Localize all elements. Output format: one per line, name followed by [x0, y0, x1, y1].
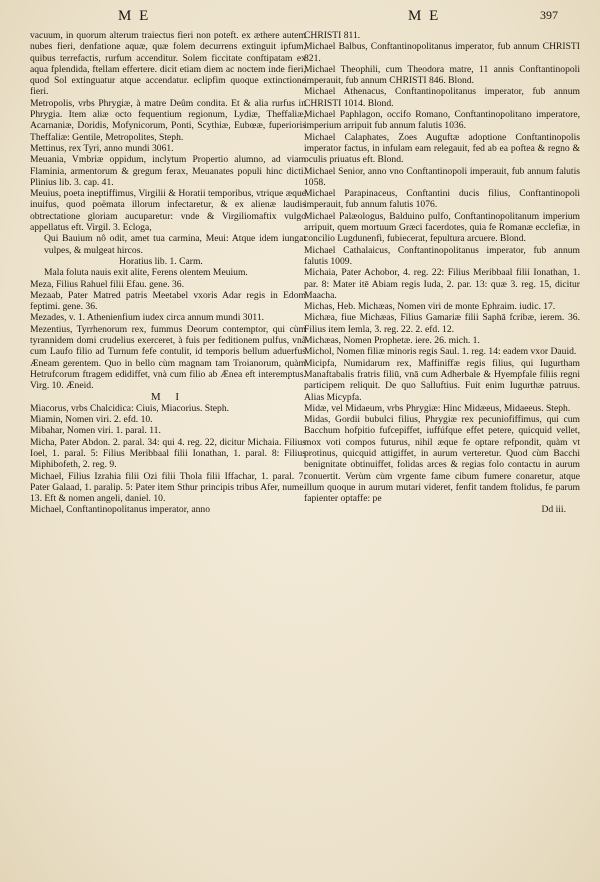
dictionary-entry: Michael Cathalaicus, Conftantinopolitanus imperator, fub annum falutis 1009.: [304, 244, 580, 267]
dictionary-entry: Micipfa, Numidarum rex, Maffiniffæ regis filius, qui Iugurtham Manaftabalis fratris filiū, vnā cum Adherbale & Hyempfale filiis regni participem reliquit. De quo Salluftius. Fuit enim Iugurthæ patruus. Alias Micypfa.: [304, 357, 580, 403]
header-left: M E: [118, 8, 151, 24]
dictionary-entry: Qui Bauium nô odit, amet tua carmina, Meui: Atque idem iungat vulpes, & mulgeat hircos.: [44, 233, 306, 256]
dictionary-entry: Mezaab, Pater Matred patris Meetabel vxoris Adar regis in Edom feptimi. gene. 36.: [30, 289, 306, 313]
dictionary-entry: vacuum, in quorum alterum traiectus fieri non poteft. ex æthere autem nubes fieri, denfatione aquæ, quæ folem decurrens extinguit ipfum, quibus terrefactis, rurfum accenditur. Solem ficcitate conftipatam ex aqua fplendida, ftellam effertere. dicit etiam diem ac noctem inde fieri, quod Sol extinguatur atque accendatur. eclipfim quoque extinctione fieri.: [30, 30, 306, 98]
dictionary-entry: Meuius, poeta ineptiffimus, Virgilii & Horatii temporibus, vtrique æque inuifus, quod poëmata illorum infectaretur, & ex alienæ laudis obtrectatione gloriam aucuparetur: vnde & Virgiliomaftix vulgo appellatus eft. Virgil. 3. Ecloga,: [30, 188, 306, 234]
dictionary-entry: CHRISTI 811.: [304, 30, 361, 41]
dictionary-entry: Midæ, vel Midaeum, vrbs Phrygiæ: Hinc Midæeus, Midaeeus. Steph.: [304, 402, 571, 414]
dictionary-entry: Michael Balbus, Conftantinopolitanus imperator, fub annum CHRISTI 821.: [304, 41, 580, 64]
dictionary-entry: Mibahar, Nomen viri. 1. paral. 11.: [30, 425, 161, 437]
dictionary-entry: Michaia, Pater Achobor, 4. reg. 22: Filius Meribbaal filii Ionathan, 1. par. 8: Mater itē Abiam regis Iuda, 2. par. 13: quæ 3. reg. 15, dicitur Maacha.: [304, 267, 580, 301]
dictionary-entry: Meuania, Vmbriæ oppidum, inclytum Propertio alumno, ad viam Flaminia, armentorum & gregum ferax, Meuanates populi hinc dicti. Plinius lib. 3. cap. 41.: [30, 154, 306, 188]
dictionary-entry: Horatius lib. 1. Carm.: [119, 255, 203, 267]
right-column: [304, 30, 580, 516]
dictionary-entry: Michael Senior, anno vno Conftantinopoli imperauit, fub annum falutis 1058.: [304, 165, 580, 188]
dictionary-entry: Mezentius, Tyrrhenorum rex, fummus Deorum contemptor, qui cùm tyrannidem domi crudelius exerceret, à fuis per feditionem pulfus, vnà cum Laufo filio ad Turnum fefe contulit, id temporis bellum aduerfus Æneam gerentem. Quo in bello cùm magnam tam Troianorum, quàm Hetrufcorum ftragem edidiffet, vnà cum filio ab Ænea eft interemptus. Virg. 10. Æneid.: [30, 323, 306, 392]
dictionary-entry: Michael Calaphates, Zoes Auguftæ adoptione Conftantinopolis imperator factus, in infulam eam relegauit, fed ab ea poftea & regno & oculis priuatus eft. Blond.: [304, 131, 580, 166]
dictionary-entry: Michael Palæologus, Balduino pulfo, Conftantinopolitanum imperium arripuit, quem mortuum Græci facerdotes, quia fe Romanæ ecclefiæ, in concilio Lugdunenfi, fubiecerat, fepultura arcuere. Blond.: [304, 210, 580, 245]
running-header: [0, 8, 600, 28]
page-number: 397: [540, 8, 558, 22]
dictionary-entry: Michol, Nomen filiæ minoris regis Saul. 1. reg. 14: eadem vxor Dauid.: [304, 346, 577, 358]
dictionary-entry: Midas, Gordii bubulci filius, Phrygiæ rex pecuniofiffimus, qui cum Bacchum hofpitio fufcepiffet, iuffúfque effet petere, quicquid vellet, mox voti compos futurus, nihil æque fe optare refpondit, quàm vt protinus, quicquid attigiffet, in aurum verteretur. Quod cùm Bacchi benignitate obtinuiffet, folidas arces & regias folo contactu in aurum conuertit. Verùm cùm vrgente fame cibum fumere conaretur, atque illum quoque in aurum mutari videret, fenfit tandem ftolidus, fe parum fapienter optaffe: pe: [304, 414, 580, 505]
dictionary-entry: Michael, Filius Izrahia filii Ozi filii Thola filii Iffachar, 1. paral. 7: Pater Galaad, 1. paralip. 5: Pater item Sthur principis tribus Afer, nume. 13. Eft & nomen angeli, daniel. 10.: [30, 470, 306, 505]
dictionary-entry: Metropolis, vrbs Phrygiæ, à matre Deûm condita. Et & alia rurfus in Phrygia. Item aliæ octo fequentium regionum, Lydiæ, Theffaliæ, Acarnaniæ, Doridis, Mofynicorum, Ponti, Scythiæ, Eubœæ, fuperioris Theffaliæ: Gentile, Metropolites, Steph.: [30, 97, 306, 143]
left-column: [30, 30, 306, 516]
dictionary-entry: Michael Theophili, cum Theodora matre, 11 annis Conftantinopoli imperauit, fub annum CHRISTI 846. Blond.: [304, 63, 580, 87]
dictionary-entry: Miamin, Nomen viri. 2. efd. 10.: [30, 414, 153, 426]
dictionary-entry: Michæa, fiue Michæas, Filius Gamariæ filii Saphā fcribæ, ierem. 36. Filius item Iemla, 3. reg. 22. 2. efd. 12.: [304, 312, 580, 335]
dictionary-entry: Miacorus, vrbs Chalcidica: Ciuis, Miacorius. Steph.: [30, 402, 230, 414]
dictionary-entry: Mettinus, rex Tyri, anno mundi 3061.: [30, 142, 174, 154]
dictionary-entry: Michas, Heb. Michæas, Nomen viri de monte Ephraim. iudic. 17.: [304, 301, 556, 313]
dictionary-entry: Michael Athenacus, Conftantinopolitanus imperator, fub annum CHRISTI 1014. Blond.: [304, 86, 580, 109]
signature-mark: Dd iii.: [541, 504, 566, 516]
dictionary-entry: Mezades, v. 1. Athenienfium iudex circa annum mundi 3011.: [30, 312, 265, 324]
header-center: M E: [408, 8, 441, 24]
dictionary-entry: Michael Parapinaceus, Conftantini ducis filius, Conftantinopoli imperauit, fub annum falutis 1076.: [304, 188, 580, 211]
dictionary-entry: Michæas, Nomen Prophetæ. iere. 26. mich. 1.: [304, 335, 480, 347]
dictionary-entry: Meza, Filius Rahuel filii Efau. gene. 36.: [30, 278, 184, 290]
dictionary-entry: Mala foluta nauis exit alite, Ferens olentem Meuium.: [44, 267, 248, 279]
section-heading: M I: [150, 390, 186, 403]
dictionary-entry: Michael, Conftantinopolitanus imperator, anno: [30, 504, 210, 516]
dictionary-entry: Micha, Pater Abdon. 2. paral. 34: qui 4. reg. 22, dicitur Michaia. Filius Ioel, 1. paral. 5: Filius Meribbaal filii Ionathan, 1. paral. 8: Filius Miphibofeth, 2. reg. 9.: [30, 436, 306, 471]
dictionary-entry: Michael Paphlagon, occifo Romano, Conftantinopolitano imperatore, imperium arripuit fub annum falutis 1036.: [304, 109, 580, 132]
